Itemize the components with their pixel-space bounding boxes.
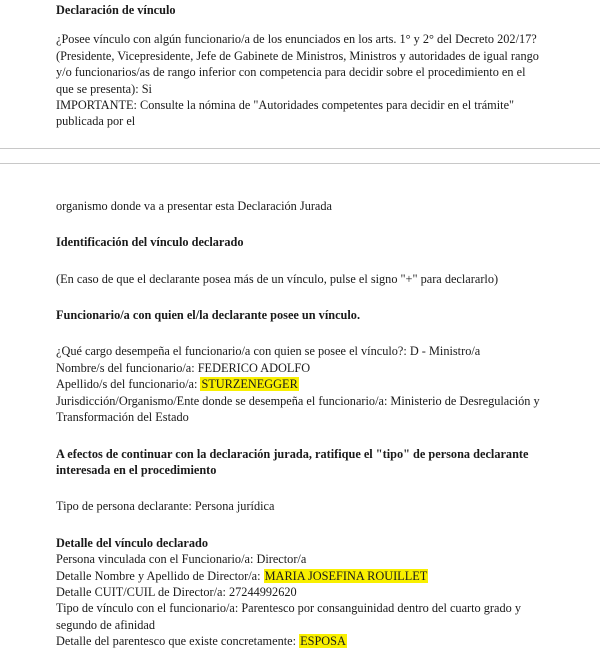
field-detalle-parentesco-label: Detalle del parentesco que existe concretamente: <box>56 634 300 649</box>
field-apellidos-value: STURZENEGGER <box>201 377 298 392</box>
spacer-4 <box>56 323 544 343</box>
field-detalle-nombre-director <box>56 568 544 584</box>
spacer-after-divider <box>0 164 600 198</box>
paragraph-importante: IMPORTANTE: Consulte la nómina de "Autoridades competentes para decidir en el trámite" publicada por el <box>56 98 515 129</box>
heading-detalle-vinculo: Detalle del vínculo declarado <box>56 535 208 550</box>
field-persona-vinculada: Persona vinculada con el Funcionario/a: Director/a <box>56 552 307 567</box>
field-cargo-funcionario: ¿Qué cargo desempeña el funcionario/a con quien se posee el vínculo?: D - Ministro/a <box>56 344 481 359</box>
field-tipo-vinculo: Tipo de vínculo con el funcionario/a: Parentesco por consanguinidad dentro del cuarto grado y segundo de afinidad <box>56 601 521 632</box>
page-gap-band <box>0 149 600 163</box>
paragraph-posee-vinculo: ¿Posee vínculo con algún funcionario/a de los enunciados en los arts. 1° y 2° del Decreto 202/17? (Presidente, Vicepresidente, Jefe de Gabinete de Ministros, Ministros y autoridades de igual rango y/o funcionarios/as de rango inferior con competencia para decidir sobre el procedimiento en el que se presenta): Si <box>56 32 539 96</box>
section-heading-declaracion: Declaración de vínculo <box>56 3 176 17</box>
field-detalle-parentesco-value: ESPOSA <box>300 634 346 649</box>
heading-funcionario-vinculo: Funcionario/a con quien el/la declarante posee un vínculo. <box>56 308 361 323</box>
declaracion-vinculo-section <box>0 0 600 130</box>
field-nombres-funcionario: Nombre/s del funcionario/a: FEDERICO ADOLFO <box>56 360 311 375</box>
field-apellidos-label: Apellido/s del funcionario/a: <box>56 377 201 392</box>
field-detalle-parentesco <box>56 633 544 649</box>
spacer-5 <box>56 426 544 446</box>
spacer-above-divider <box>0 130 600 148</box>
field-detalle-cuit-director: Detalle CUIT/CUIL de Director/a: 27244992620 <box>56 584 297 599</box>
spacer-1 <box>56 214 544 234</box>
spacer-3 <box>56 287 544 307</box>
heading-identificacion-vinculo: Identificación del vínculo declarado <box>56 235 244 250</box>
field-detalle-nombre-label: Detalle Nombre y Apellido de Director/a: <box>56 568 264 583</box>
field-tipo-persona-declarante: Tipo de persona declarante: Persona jurídica <box>56 499 275 514</box>
field-apellidos-funcionario <box>56 376 544 392</box>
spacer-6 <box>56 478 544 498</box>
spacer-7 <box>56 515 544 535</box>
heading-ratifique-tipo: A efectos de continuar con la declaración jurada, ratifique el "tipo" de persona declarante interesada en el procedimiento <box>56 446 529 477</box>
identificacion-vinculo-section <box>0 198 600 650</box>
paragraph-organismo: organismo donde va a presentar esta Declaración Jurada <box>56 198 332 213</box>
nota-signo-mas: (En caso de que el declarante posea más de un vínculo, pulse el signo "+" para declararlo) <box>56 271 499 286</box>
field-detalle-nombre-value: MARIA JOSEFINA ROUILLET <box>264 568 428 583</box>
spacer-2 <box>56 251 544 271</box>
field-jurisdiccion-organismo: Jurisdicción/Organismo/Ente donde se desempeña el funcionario/a: Ministerio de Desregulación y Transformación del Estado <box>56 393 540 425</box>
